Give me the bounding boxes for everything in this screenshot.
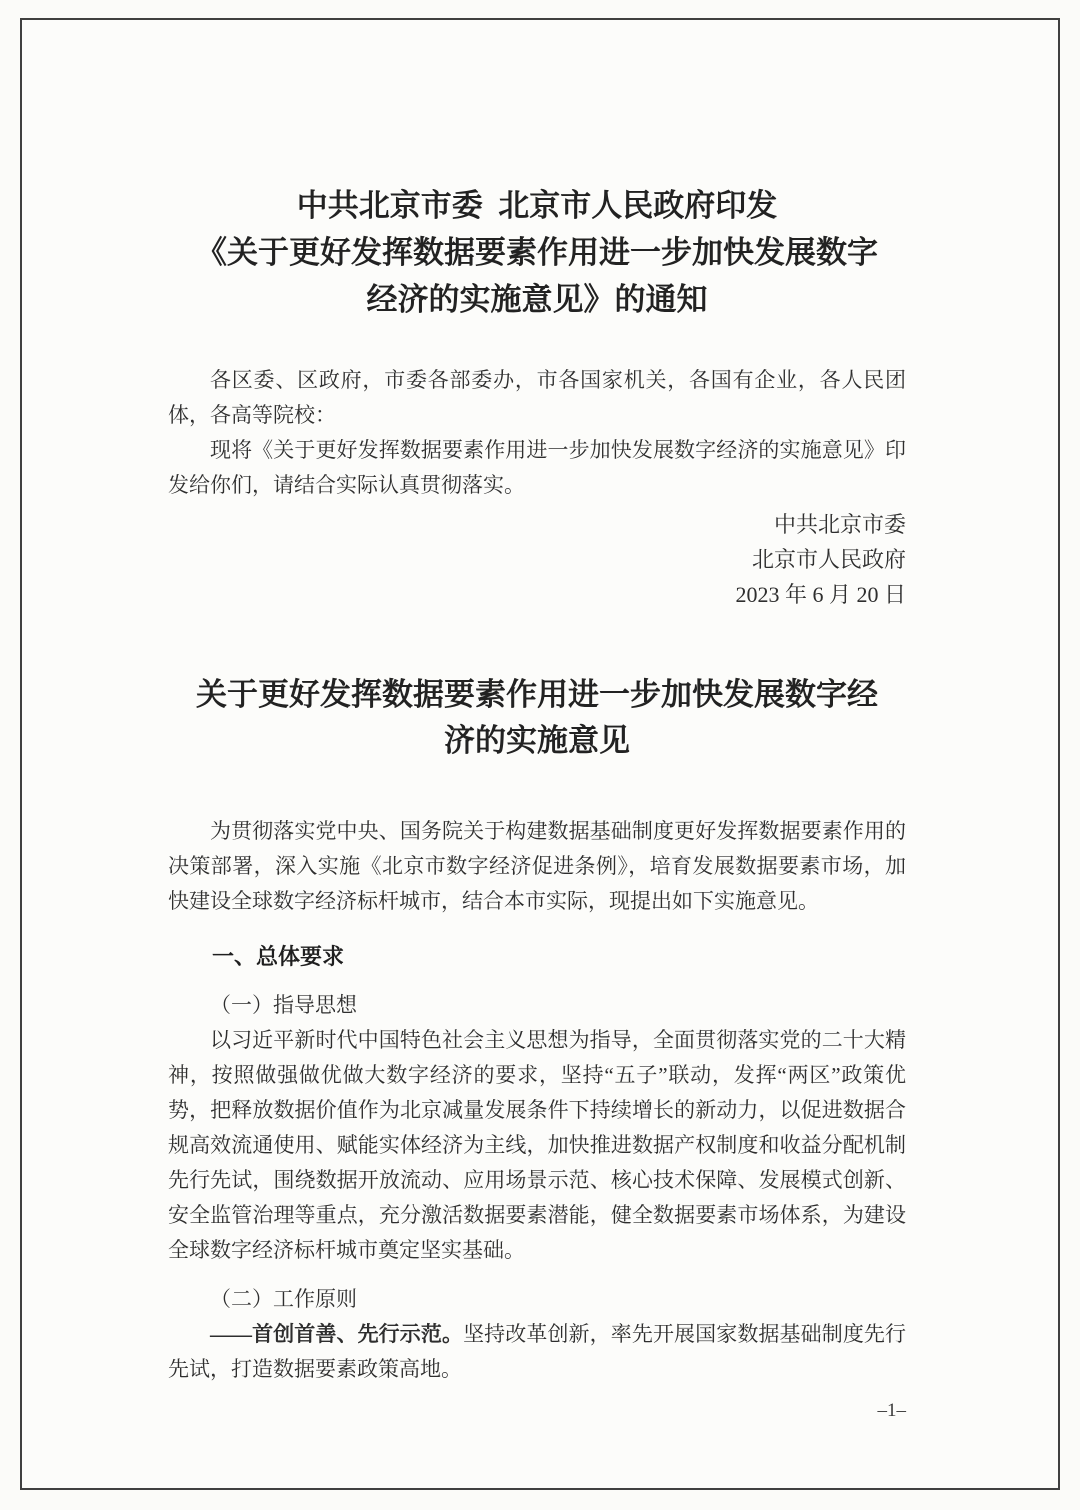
guiding-thought-paragraph: 以习近平新时代中国特色社会主义思想为指导，全面贯彻落实党的二十大精神，按照做强做优做大数字经济的要求，坚持“五子”联动，发挥“两区”政策优势，把释放数据价值作为北京减量发展条件下持续增长的新动力，以促进数据合规高效流通使用、赋能实体经济为主线，加快推进数据产权制度和收益分配机制先行先试，围绕数据开放流动、应用场景示范、核心技术保障、发展模式创新、安全监管治理等重点，充分激活数据要素潜能，健全数据要素市场体系，为建设全球数字经济标杆城市奠定坚实基础。: [168, 1028, 906, 1262]
signature-org-2: 北京市人民政府: [751, 547, 906, 572]
principle-lead: ——首创首善、先行示范。: [210, 1322, 464, 1346]
forward-paragraph: 现将《关于更好发挥数据要素作用进一步加快发展数字经济的实施意见》印发给你们，请结合实际认真贯彻落实。: [168, 438, 906, 497]
intro-paragraph: 为贯彻落实党中央、国务院关于构建数据基础制度更好发挥数据要素作用的决策部署，深入实施《北京市数字经济促进条例》，培育发展数据要素市场，加快建设全球数字经济标杆城市，结合本市实际，现提出如下实施意见。: [168, 819, 906, 913]
salutation: 各区委、区政府，市委各部委办，市各国家机关，各国有企业，各人民团体，各高等院校：: [168, 368, 906, 427]
principle-paragraph: [168, 1317, 906, 1387]
sub-heading-work-principles: （二）工作原则: [210, 1287, 357, 1311]
signature-org-1: 中共北京市委: [773, 512, 906, 537]
sub-heading-guiding-thought: （一）指导思想: [210, 993, 357, 1017]
principle-rest: 坚持改革创新，率先开展国家数据基础制度先行先试，打造数据要素政策高地。: [168, 1322, 907, 1381]
section-1-heading: 一、总体要求: [212, 944, 345, 969]
page-border: [20, 18, 1060, 1490]
signature-block: [168, 507, 906, 612]
opinion-title: 关于更好发挥数据要素作用进一步加快发展数字经 济的实施意见: [196, 677, 878, 758]
signature-date: 2023 年 6 月 20 日: [735, 582, 906, 607]
page-number: –1–: [877, 1400, 906, 1421]
notice-title: 中共北京市委 北京市人民政府印发 《关于更好发挥数据要素作用进一步加快发展数字 经济的实施意见》的通知: [196, 188, 878, 317]
